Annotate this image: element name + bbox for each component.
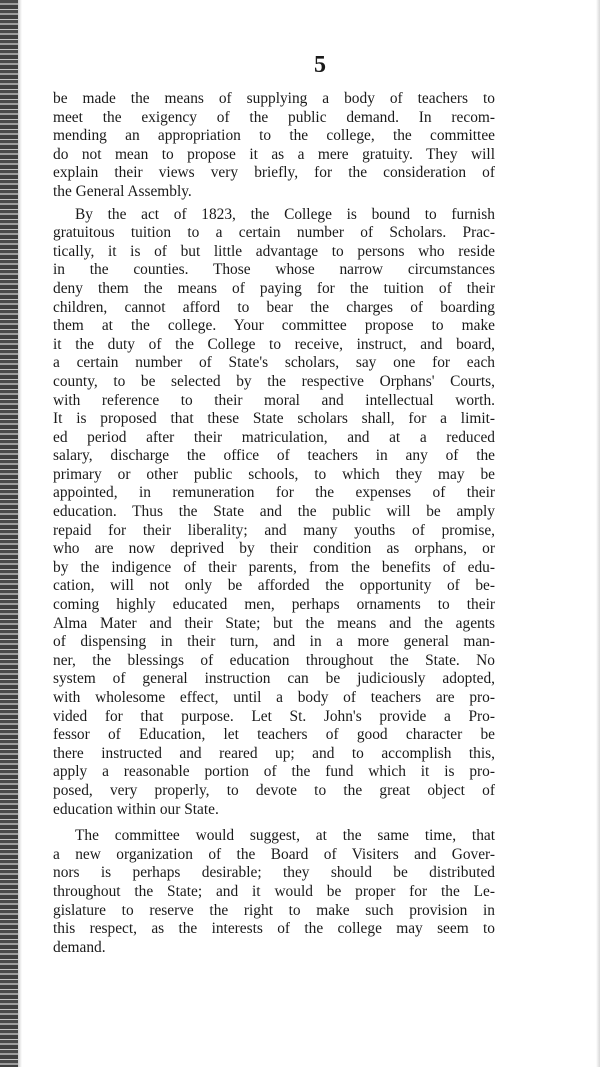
page-right-edge [596,0,600,1067]
text-line: mending an appropriation to the college, the committee [53,127,495,145]
text-line: posed, very properly, to devote to the great object of [53,781,495,799]
text-line: Alma Mater and their State; but the means and the agents [53,614,495,632]
text-line: cation, will not only be afforded the opportunity of be- [53,577,495,595]
text-line: with wholesome effect, until a body of teachers are pro- [53,689,495,706]
text-line: be made the means of supplying a body of teachers to [53,90,495,107]
text-line: apply a reasonable portion of the fund which it is pro- [53,763,495,781]
page-number: 5 [314,52,326,78]
paragraph-2 [53,206,495,820]
text-line: with reference to their moral and intellectual worth. [53,391,495,409]
text-line: throughout the State; and it would be proper for the Le- [53,882,495,900]
text-line: coming highly educated men, perhaps ornaments to their [53,596,495,614]
text-line: ed period after their matriculation, and at a reduced [53,428,495,446]
text-line: them at the college. Your committee propose to make [53,317,495,335]
text-line: explain their views very briefly, for the consideration of [53,164,495,182]
text-line: demand. [53,938,106,956]
text-line: of dispensing in their turn, and in a more general man- [53,633,495,651]
text-line: gratuitous tuition to a certain number of Scholars. Prac- [53,224,495,242]
binding-shadow [18,0,22,1067]
text-line: who are now deprived by their condition as orphans, or [53,540,495,558]
text-line: fessor of Education, let teachers of good character be [53,726,495,744]
book-binding-edge [0,0,18,1067]
text-line: meet the exigency of the public demand. In recom- [53,108,495,126]
text-line: do not mean to propose it as a mere gratuity. They will [53,145,495,163]
text-line: primary or other public schools, to which they may be [53,465,495,483]
text-line: county, to be selected by the respective Orphans' Courts, [53,372,495,390]
document-body [53,90,495,957]
text-line: children, cannot afford to bear the charges of boarding [53,298,495,316]
text-line: salary, discharge the office of teachers in any of the [53,447,495,465]
text-line: gislature to reserve the right to make such provision in [53,901,495,919]
text-line: repaid for their liberality; and many youths of promise, [53,521,495,539]
text-line: the General Assembly. [53,182,192,200]
text-line: a certain number of State's scholars, say one for each [53,354,495,372]
text-line: it the duty of the College to receive, instruct, and board, [53,335,495,353]
text-line: ner, the blessings of education throughout the State. No [53,651,495,669]
text-line: appointed, in remuneration for the expenses of their [53,484,495,502]
text-line: this respect, as the interests of the college may seem to [53,920,495,938]
text-line: a new organization of the Board of Visiters and Gover- [53,845,495,863]
text-line: there instructed and reared up; and to accomplish this, [53,744,495,762]
text-line: by the indigence of their parents, from the benefits of edu- [53,558,495,576]
text-line: By the act of 1823, the College is bound to furnish [75,205,495,223]
text-line: vided for that purpose. Let St. John's provide a Pro- [53,707,495,725]
text-line: education. Thus the State and the public will be amply [53,503,495,521]
text-line: deny them the means of paying for the tuition of their [53,279,495,297]
paragraph-3 [53,827,495,957]
text-line: It is proposed that these State scholars shall, for a limit- [53,410,495,428]
text-line: nors is perhaps desirable; they should be distributed [53,864,495,882]
text-line: The committee would suggest, at the same time, that [75,827,495,845]
text-line: in the counties. Those whose narrow circumstances [53,261,495,279]
text-line: system of general instruction can be judiciously adopted, [53,670,495,688]
paragraph-1 [53,90,495,202]
text-line: tically, it is of but little advantage to persons who reside [53,242,495,260]
text-line: education within our State. [53,800,219,818]
